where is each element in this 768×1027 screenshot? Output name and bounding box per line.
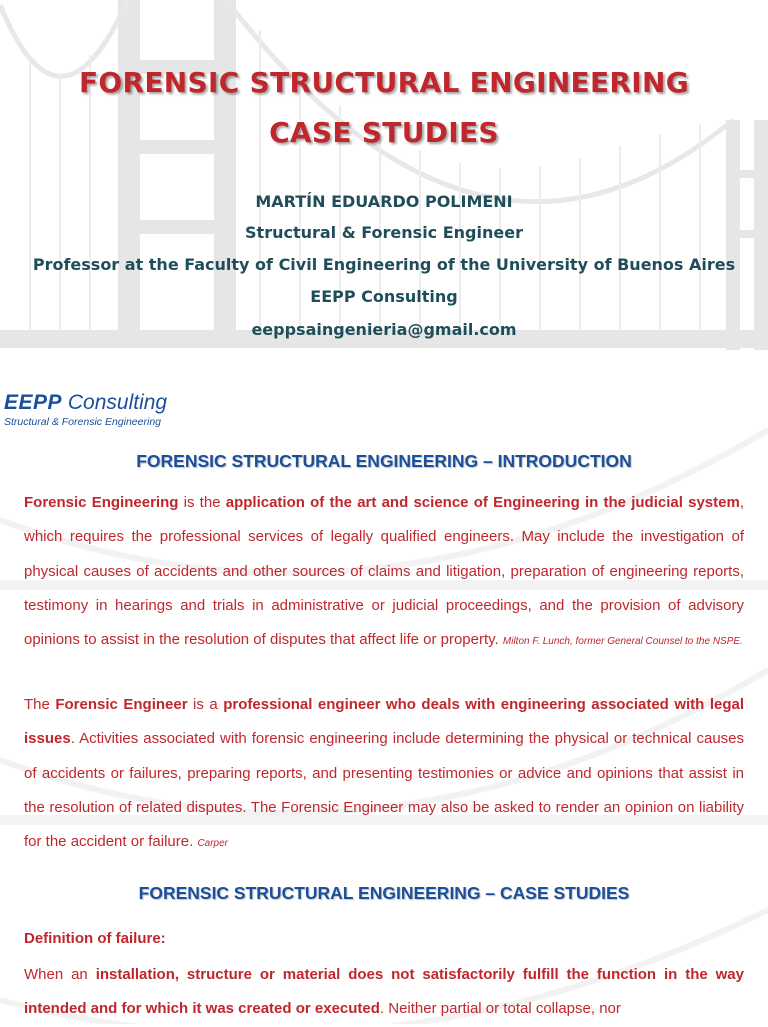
author-email[interactable]: eeppsaingenieria@gmail.com: [251, 320, 517, 339]
citation-lunch: Milton F. Lunch, former General Counsel to the NSPE.: [502, 636, 743, 648]
page-title-line2: CASE STUDIES: [269, 116, 499, 149]
case-studies-heading: FORENSIC STRUCTURAL ENGINEERING – CASE STUDIES: [138, 883, 630, 903]
text-span: is the: [178, 494, 226, 511]
definition-title: Definition of failure:: [24, 930, 166, 947]
definition-bold: application of the art and science of Engineering in the judicial system: [225, 494, 740, 511]
eepp-logo: [4, 392, 167, 428]
text-span: . Neither partial or total collapse, nor: [379, 1000, 621, 1018]
text-span: The: [24, 696, 56, 713]
intro-paragraph-1: [24, 486, 744, 659]
logo-tagline: Structural & Forensic Engineering: [4, 416, 161, 428]
citation-carper: Carper: [197, 838, 229, 850]
intro-heading: FORENSIC STRUCTURAL ENGINEERING – INTRODUCTION: [136, 451, 632, 471]
logo-wordmark: [4, 392, 167, 414]
page-title-line1: FORENSIC STRUCTURAL ENGINEERING: [78, 66, 690, 99]
text-span: . Activities associated with forensic engineering include determining the physical or technical causes of accidents or failures, preparing reports, and presenting testimonies or advice and opinions that assist in the resolution of related disputes. The Forensic Engineer may also be asked to render an opinion on liability for the accident or failure.: [24, 730, 744, 851]
logo-brand: EEPP: [4, 391, 63, 414]
author-position: Professor at the Faculty of Civil Engineering of the University of Buenos Aires: [32, 255, 736, 274]
intro-paragraph-2: [24, 688, 744, 861]
term-forensic-engineer: Forensic Engineer: [55, 696, 188, 713]
logo-word: Consulting: [67, 391, 168, 414]
author-company: EEPP Consulting: [310, 287, 458, 306]
text-span: , which requires the professional services of legally qualified engineers. May include the investigation of physical causes of accidents and other sources of claims and litigation, preparation of engineering reports, testimony in hearings and trials in administrative or judicial proceedings, and the provision of advisory opinions to assist in the resolution of disputes that affect life or property.: [24, 494, 744, 649]
author-name: MARTÍN EDUARDO POLIMENI: [255, 192, 513, 211]
definition-bold: professional engineer who deals with engineering associated with legal issues: [24, 696, 744, 748]
term-forensic-engineering: Forensic Engineering: [24, 494, 179, 511]
definition-bold: installation, structure or material does not satisfactorily fulfill the function in the way intended and for which it was created or executed: [24, 966, 744, 1018]
author-role: Structural & Forensic Engineer: [245, 223, 523, 242]
text-span: When an: [24, 966, 96, 983]
definition-paragraph: [24, 958, 744, 1027]
text-span: is a: [187, 696, 224, 713]
